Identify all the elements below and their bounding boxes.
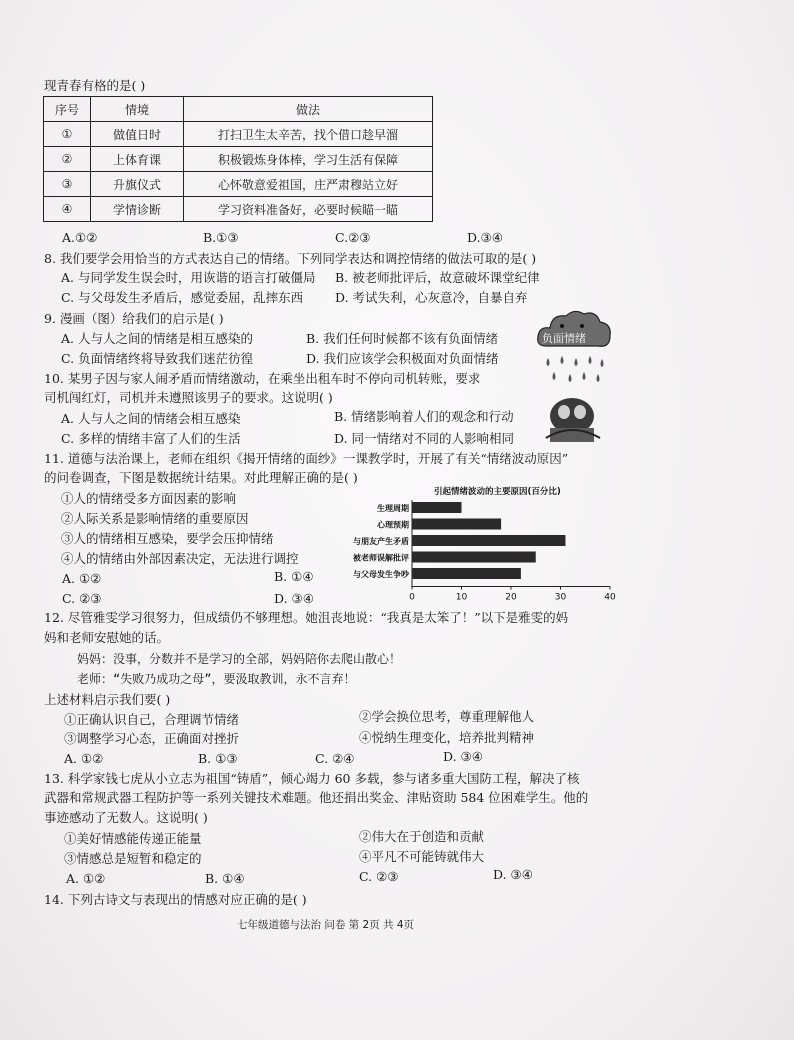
chart-x-tick-label: 20 (505, 592, 517, 600)
table-cell: ③ (44, 172, 91, 197)
table-cell: 学情诊断 (91, 197, 184, 222)
q10-line1: 10. 某男子因与家人闹矛盾而情绪激动，在乘坐出租车时不停向司机转账，要求 (44, 371, 481, 386)
q9-option-c: C. 负面情绪终将导致我们迷茫彷徨 (61, 351, 254, 366)
q11-item-1: ①人的情绪受多方面因素的影响 (61, 491, 237, 506)
q7-option-b: B.①③ (203, 230, 239, 245)
chart-bar (412, 502, 462, 513)
q13-option-b: B. ①④ (205, 871, 245, 886)
table-cell: ① (44, 122, 91, 147)
q12-mom-quote: 妈妈：没事，分数并不是学习的全部，妈妈陪你去爬山散心！ (77, 652, 402, 666)
q10-option-d: D. 同一情绪对不同的人影响相同 (334, 431, 515, 446)
table-cell: 升旗仪式 (91, 172, 184, 197)
chart-bar (412, 568, 521, 579)
col-header-situation: 情境 (91, 97, 184, 122)
page-footer: 七年级道德与法治 问卷 第 2页 共 4页 (237, 919, 415, 931)
table-cell: 做值日时 (91, 122, 184, 147)
chart-category-label: 与父母发生争吵 (353, 570, 409, 579)
chart-x-tick-label: 40 (604, 592, 616, 600)
q8-option-b: B. 被老师批评后，故意破坏课堂纪律 (335, 270, 540, 285)
q11-line2: 的问卷调查，下图是数据统计结果。对此理解正确的是( ) (44, 470, 358, 485)
table-cell: ② (44, 147, 91, 172)
table-cell: 心怀敬意爱祖国，庄严肃穆站立好 (184, 172, 433, 197)
q8-stem: 8. 我们要学会用恰当的方式表达自己的情绪。下列同学表达和调控情绪的做法可取的是( ) (44, 251, 537, 266)
q7-option-d: D.③④ (467, 230, 503, 245)
q9-stem: 9. 漫画（图）给我们的启示是( ) (44, 311, 224, 326)
q12-stem: 上述材料启示我们要( ) (44, 692, 171, 707)
q12-option-d: D. ③④ (443, 749, 483, 764)
q10-option-b: B. 情绪影响着人们的观念和行动 (334, 409, 514, 424)
q13-item-1: ①美好情感能传递正能量 (64, 831, 202, 846)
q12-option-b: B. ①③ (198, 751, 238, 766)
q9-option-d: D. 我们应该学会积极面对负面情绪 (306, 351, 499, 366)
q12-line2: 妈和老师安慰她的话。 (44, 630, 170, 645)
q10-option-a: A. 人与人之间的情绪会相互感染 (61, 411, 241, 426)
figures-illustration (542, 392, 604, 444)
q13-option-c: C. ②③ (359, 869, 399, 884)
table-cell: 学习资料准备好，必要时候瞄一瞄 (184, 197, 433, 222)
q11-item-3: ③人的情绪相互感染，要学会压抑情绪 (61, 531, 274, 546)
q11-item-2: ②人际关系是影响情绪的重要原因 (61, 511, 249, 526)
q11-option-b: B. ①④ (274, 569, 314, 584)
table-cell: ④ (44, 197, 91, 222)
table-cell: 上体育课 (91, 147, 184, 172)
table-row (44, 147, 433, 172)
emotion-causes-bar-chart (334, 482, 618, 600)
q11-option-c: C. ②③ (62, 591, 102, 606)
table-cell: 打扫卫生太辛苦，找个借口趁早溜 (184, 122, 433, 147)
q11-line1: 11. 道德与法治课上，老师在组织《揭开情绪的面纱》一课教学时，开展了有关“情绪波动原因” (44, 451, 569, 466)
chart-x-tick-label: 0 (409, 592, 415, 600)
chart-category-label: 生理周期 (377, 504, 409, 513)
q13-line2: 武器和常规武器工程防护等一系列关键技术难题。他还捐出奖金、津贴资助 584 位困难学生。他的 (44, 790, 589, 805)
q13-item-4: ④平凡不可能铸就伟大 (359, 849, 485, 864)
chart-bar (412, 519, 501, 530)
q7-stem: 现青春有格的是( ) (44, 78, 146, 93)
chart-x-tick-label: 30 (554, 592, 567, 600)
q12-item-1: ①正确认识自己，合理调节情绪 (64, 712, 240, 727)
col-header-index: 序号 (44, 97, 91, 122)
chart-x-tick-label: 10 (455, 592, 468, 600)
q13-item-3: ③情感总是短暂和稳定的 (64, 851, 202, 866)
q12-option-a: A. ①② (64, 751, 104, 766)
q9-option-b: B. 我们任何时候都不该有负面情绪 (306, 331, 499, 346)
q12-item-3: ③调整学习心态，正确面对挫折 (64, 731, 240, 746)
table-row (44, 172, 433, 197)
chart-category-label: 心理预期 (377, 520, 409, 530)
q8-option-d: D. 考试失利，心灰意冷，自暴自弃 (335, 290, 528, 305)
q13-line1: 13. 科学家钱七虎从小立志为祖国“铸盾”，倾心竭力 60 多载，参与诸多重大国防工程，解决了核 (44, 771, 580, 786)
chart-title: 引起情绪波动的主要原因(百分比) (434, 487, 561, 497)
chart-bar (412, 535, 565, 546)
q7-option-c: C.②③ (335, 230, 371, 245)
q13-option-a: A. ①② (66, 871, 106, 886)
chart-category-label: 与朋友产生矛盾 (353, 537, 409, 546)
q12-item-4: ④悦纳生理变化，培养批判精神 (359, 730, 535, 745)
q11-item-4: ④人的情绪由外部因素决定，无法进行调控 (61, 551, 299, 566)
col-header-practice: 做法 (184, 97, 433, 122)
q12-teacher-quote: 老师：“失败乃成功之母”，要汲取教训，永不言弃！ (77, 672, 356, 686)
q10-line2: 司机闯红灯，司机并未遵照该男子的要求。这说明( ) (44, 390, 333, 405)
negative-emotion-cloud-illustration (534, 306, 614, 388)
table-header-row (44, 97, 433, 122)
q12-line1: 12. 尽管雅雯学习很努力，但成绩仍不够理想。她沮丧地说：“我真是太笨了！”以下是雅雯的妈 (44, 610, 569, 625)
q13-item-2: ②伟大在于创造和贡献 (359, 829, 485, 844)
q12-option-c: C. ②④ (315, 751, 355, 766)
cloud-label: 负面情绪 (542, 332, 586, 345)
q7-option-a: A.①② (62, 230, 98, 245)
q13-option-d: D. ③④ (493, 867, 533, 882)
q13-line3: 事迹感动了无数人。这说明( ) (44, 810, 208, 825)
q14-stem: 14. 下列古诗文与表现出的情感对应正确的是( ) (44, 892, 307, 907)
chart-bar (412, 552, 536, 563)
q12-item-2: ②学会换位思考，尊重理解他人 (359, 709, 535, 724)
chart-category-label: 被老师误解批评 (353, 553, 409, 563)
q8-option-a: A. 与同学发生误会时，用诙谐的语言打破僵局 (61, 270, 316, 285)
table-row (44, 122, 433, 147)
table-cell: 积极锻炼身体棒，学习生活有保障 (184, 147, 433, 172)
table-row (44, 197, 433, 222)
q11-option-a: A. ①② (62, 571, 102, 586)
q8-option-c: C. 与父母发生矛盾后，感觉委屈，乱摔东西 (61, 290, 304, 305)
q11-option-d: D. ③④ (274, 591, 314, 606)
q9-option-a: A. 人与人之间的情绪是相互感染的 (61, 331, 253, 346)
q7-table (43, 96, 433, 222)
q10-option-c: C. 多样的情绪丰富了人们的生活 (61, 431, 241, 446)
